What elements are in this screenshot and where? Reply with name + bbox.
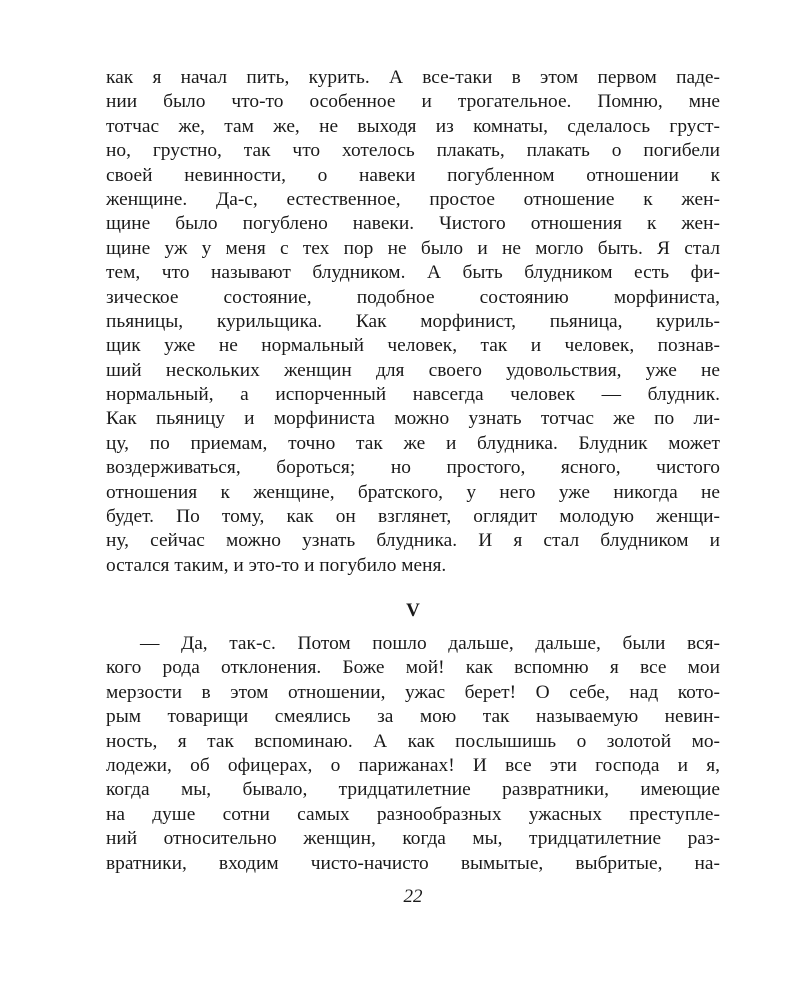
paragraph-1 [106, 66, 720, 578]
text-line: зическое состояние, подобное состоянию морфиниста, [106, 286, 720, 308]
text-line: отношения к женщине, братского, у него уже никогда не [106, 481, 720, 503]
text-line: воздерживаться, бороться; но простого, ясного, чистого [106, 457, 720, 479]
chapter-heading: V [406, 600, 420, 621]
text-line: будет. По тому, как он взглянет, оглядит молодую женщи- [106, 506, 720, 528]
text-line: кого рода отклонения. Боже мой! как вспомню я все мои [106, 657, 720, 679]
text-line: ность, я так вспоминаю. А как послышишь о золотой мо- [106, 730, 720, 752]
text-line: вратники, входим чисто-начисто вымытые, выбритые, на- [106, 852, 720, 874]
text-line: — Да, так-с. Потом пошло дальше, дальше, были вся- [140, 633, 720, 654]
text-line: ну, сейчас можно узнать блудника. И я стал блудником и [106, 530, 720, 552]
paragraph-2 [106, 632, 720, 876]
text-line: остался таким, и это-то и погубило меня. [106, 554, 447, 576]
text-line: Как пьяницу и морфиниста можно узнать тотчас же по ли- [106, 408, 720, 430]
text-line: цу, по приемам, точно так же и блудника. Блудник может [106, 432, 720, 454]
text-line: щине было погублено навеки. Чистого отношения к жен- [106, 213, 720, 235]
text-line: женщине. Да-с, естественное, простое отношение к жен- [106, 188, 720, 210]
text-line: щине уж у меня с тех пор не было и не могло быть. Я стал [106, 237, 720, 259]
page-number: 22 [403, 886, 423, 907]
text-line: лодежи, об офицерах, о парижанах! И все эти господа и я, [106, 754, 720, 776]
text-line: рым товарищи смеялись за мою так называемую невин- [106, 706, 720, 728]
text-line: когда мы, бывало, тридцатилетние развратники, имеющие [106, 779, 720, 801]
text-line: пьяницы, курильщика. Как морфинист, пьяница, куриль- [106, 310, 720, 332]
text-line: щик уже не нормальный человек, так и человек, познав- [106, 335, 720, 357]
text-line: мерзости в этом отношении, ужас берет! О себе, над кото- [106, 681, 720, 703]
text-line: на душе сотни самых разнообразных ужасных преступле- [106, 803, 720, 825]
text-line: нормальный, а испорченный навсегда человек — блудник. [106, 384, 720, 406]
text-line: нии было что-то особенное и трогательное. Помню, мне [106, 91, 720, 113]
text-line: тотчас же, там же, не выходя из комнаты, сделалось груст- [106, 115, 720, 137]
text-line: как я начал пить, курить. А все-таки в этом первом паде- [106, 67, 720, 88]
text-line: ний относительно женщин, когда мы, тридцатилетние раз- [106, 828, 720, 850]
text-line: своей невинности, о навеки погубленном отношении к [106, 164, 720, 186]
text-line: тем, что называют блудником. А быть блудником есть фи- [106, 262, 720, 284]
text-line: ший нескольких женщин для своего удовольствия, уже не [106, 359, 720, 381]
text-line: но, грустно, так что хотелось плакать, плакать о погибели [106, 140, 720, 162]
